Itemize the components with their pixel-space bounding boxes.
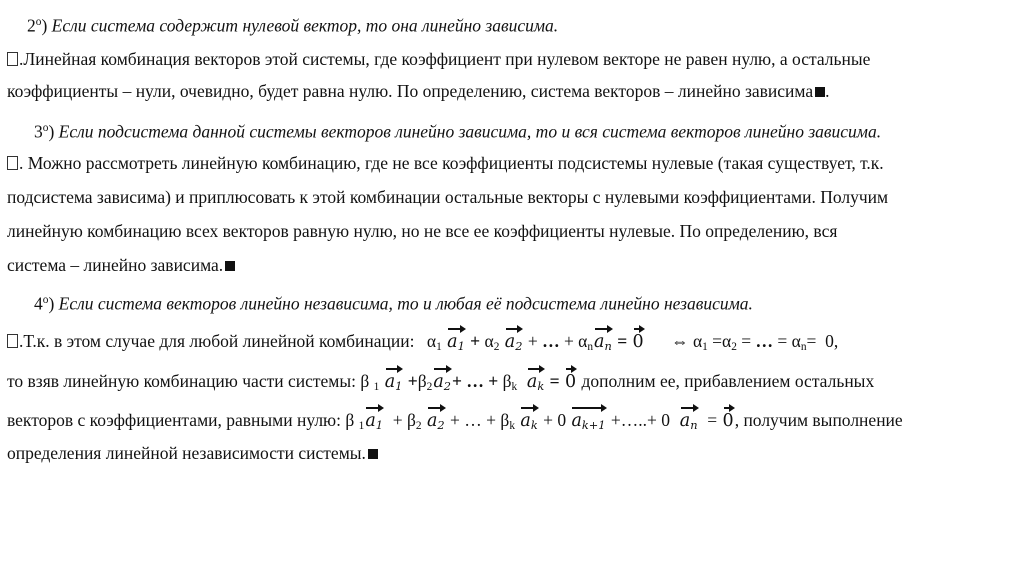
- property-4-statement: Если система векторов линейно независима, то и любая её подсистема линейно независима.: [58, 293, 753, 314]
- proof-4-text-4: определения линейной независимости системы.: [7, 443, 366, 463]
- property-2: [27, 11, 1024, 36]
- property-4-degree: o: [42, 294, 49, 306]
- proof-3-text-3: линейную комбинацию всех векторов равную нулю, но не все ее коэффициенты нулевые. По определению, вся: [7, 221, 838, 241]
- property-2-paren: ): [41, 15, 48, 36]
- proof-2-line-2: [7, 80, 1024, 102]
- proof-3-text-4: система – линейно зависима.: [7, 255, 224, 275]
- property-4-number: 4: [34, 293, 43, 314]
- property-3: [34, 117, 1024, 142]
- proof-2-text-2: коэффициенты – нули, очевидно, будет равна нулю. По определению, система векторов – линейно зависима: [7, 81, 814, 101]
- formula-extended-combination: β $_1a_1 + \beta_2$ $a_2$ + … + $\beta_k$ $a_k + 0$ $a_{k+1}$ +…..+ 0 $a_n = 0$: [345, 410, 734, 430]
- qed-square-icon: [368, 449, 378, 459]
- property-3-statement: Если подсистема данной системы векторов линейно зависима, то и вся система векторов линейно зависима.: [58, 121, 882, 142]
- formula-subsystem-combination: β $_1$ $a_1 +\beta_2a_2+$ … + $\beta_k$ $a_k = 0$: [360, 371, 581, 391]
- proof-3-line-2: [7, 186, 1024, 208]
- proof-4-line-3: [7, 404, 1024, 437]
- proof-4-line-2: [7, 365, 1024, 398]
- proof-3-line-1: [7, 152, 1024, 174]
- property-4-paren: ): [48, 293, 55, 314]
- property-3-paren: ): [48, 121, 55, 142]
- proof-3-line-4: [7, 254, 1024, 276]
- property-3-degree: o: [42, 122, 49, 134]
- proof-4-line-1: [7, 325, 1024, 358]
- proof-4-text-1: .Т.к. в этом случае для любой линейной комбинации:: [19, 331, 415, 351]
- proof-4-line-4: [7, 442, 1024, 464]
- property-4: [34, 289, 1024, 314]
- property-3-number: 3: [34, 121, 43, 142]
- qed-square-icon: [815, 87, 825, 97]
- proof-4-text-3: векторов с коэффициентами, равными нулю:: [7, 410, 341, 430]
- qed-square-icon: [225, 261, 235, 271]
- property-2-degree: o: [35, 16, 42, 28]
- proof-3-text-2: подсистема зависима) и приплюсовать к этой комбинации остальные векторы с нулевыми коэффициентами. Получим: [7, 187, 889, 207]
- proof-4-text-2: то взяв линейную комбинацию части системы:: [7, 371, 356, 391]
- proof-2-text-1: .Линейная комбинация векторов этой системы, где коэффициент при нулевом векторе не равен нулю, а остальные: [19, 49, 871, 69]
- formula-linear-combination: $\alpha_1$ $a_1 + \alpha_2$ $a_2$ + … + $\alpha_na_n = 0$ ⇔ $\alpha_1 =\alpha_2$ = … = $\alpha_n= 0$,: [427, 331, 838, 351]
- proof-4-tail-3: , получим выполнение: [734, 410, 903, 430]
- proof-2-end: .: [825, 81, 830, 101]
- proof-start-icon: [7, 52, 18, 66]
- proof-3-text-1: . Можно рассмотреть линейную комбинацию, где не все коэффициенты подсистемы нулевые (такая существует, т.к.: [19, 153, 884, 173]
- proof-4-tail-2: дополним ее, прибавлением остальных: [581, 371, 875, 391]
- proof-start-icon: [7, 334, 18, 348]
- property-2-number: 2: [27, 15, 36, 36]
- property-2-statement: Если система содержит нулевой вектор, то она линейно зависима.: [51, 15, 559, 36]
- proof-3-line-3: [7, 220, 1024, 242]
- proof-2-line-1: [7, 48, 1024, 70]
- proof-start-icon: [7, 156, 18, 170]
